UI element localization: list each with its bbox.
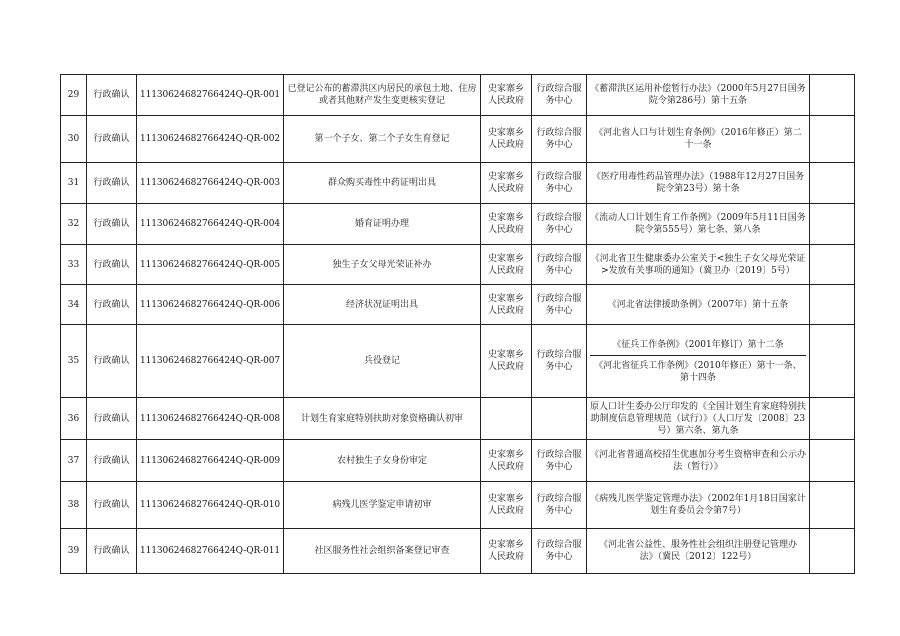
implementing-body-cell: 史家寨乡人民政府 — [480, 116, 531, 163]
remarks-cell — [809, 285, 854, 325]
legal-basis-entry: 《病残儿医学鉴定管理办法》（2002年1月18日国家计划生育委员会令第7号） — [590, 494, 806, 516]
implementing-body-cell: 史家寨乡人民政府 — [480, 204, 531, 245]
item-type-cell: 行政确认 — [87, 398, 137, 440]
row-number-cell: 36 — [61, 398, 87, 440]
item-code-cell: 11130624682766424Q-QR-006 — [137, 285, 284, 325]
implementing-body-cell: 史家寨乡人民政府 — [480, 245, 531, 285]
remarks-cell — [809, 482, 854, 529]
table-body — [61, 75, 855, 574]
document-table-container — [60, 74, 855, 574]
item-name-cell: 已登记公布的蓄滞洪区内居民的承包土地、住房或者其他财产发生变更核实登记 — [283, 75, 480, 116]
implementing-body-cell: 史家寨乡人民政府 — [480, 325, 531, 398]
row-number-cell: 38 — [61, 482, 87, 529]
legal-basis-cell — [586, 245, 809, 285]
implementing-body-cell: 史家寨乡人民政府 — [480, 482, 531, 529]
handling-unit-cell: 行政综合服务中心 — [531, 75, 586, 116]
legal-basis-entry: 原人口计生委办公厅印发的《全国计划生育家庭特别扶助制度信息管理规范（试行）》（人口厅发〔2008〕23号）第六条、第九条 — [589, 401, 806, 436]
legal-basis-cell — [586, 482, 809, 529]
item-name-cell: 农村独生子女身份审定 — [283, 440, 480, 482]
item-name-cell: 第一个子女、第二个子女生育登记 — [283, 116, 480, 163]
table-row — [61, 204, 855, 245]
table-row — [61, 163, 855, 204]
item-code-cell: 11130624682766424Q-QR-005 — [137, 245, 284, 285]
item-name-cell: 独生子女父母光荣证补办 — [283, 245, 480, 285]
handling-unit-cell: 行政综合服务中心 — [531, 163, 586, 204]
item-code-cell: 11130624682766424Q-QR-011 — [137, 529, 284, 574]
handling-unit-cell: 行政综合服务中心 — [531, 116, 586, 163]
item-code-cell: 11130624682766424Q-QR-007 — [137, 325, 284, 398]
legal-basis-cell — [586, 529, 809, 574]
legal-basis-entry: 《河北省人口与计划生育条例》（2016年修正）第二十一条 — [594, 128, 802, 150]
remarks-cell — [809, 398, 854, 440]
legal-basis-entry: 《河北省征兵工作条例》（2010年修正）第十一条、第十四条 — [590, 355, 806, 388]
remarks-cell — [809, 163, 854, 204]
item-code-cell: 11130624682766424Q-QR-009 — [137, 440, 284, 482]
handling-unit-cell: 行政综合服务中心 — [531, 482, 586, 529]
implementing-body-cell — [480, 398, 531, 440]
row-number-cell: 34 — [61, 285, 87, 325]
implementing-body-cell: 史家寨乡人民政府 — [480, 440, 531, 482]
handling-unit-cell — [531, 398, 586, 440]
legal-basis-cell — [586, 75, 809, 116]
item-code-cell: 11130624682766424Q-QR-004 — [137, 204, 284, 245]
row-number-cell: 31 — [61, 163, 87, 204]
administrative-confirmation-table — [60, 74, 855, 574]
legal-basis-entry: 《医疗用毒性药品管理办法》（1988年12月27日国务院令第23号）第十条 — [591, 172, 805, 194]
legal-basis-cell — [586, 116, 809, 163]
handling-unit-cell: 行政综合服务中心 — [531, 285, 586, 325]
item-name-cell: 经济状况证明出具 — [283, 285, 480, 325]
table-row — [61, 398, 855, 440]
implementing-body-cell: 史家寨乡人民政府 — [480, 163, 531, 204]
remarks-cell — [809, 245, 854, 285]
item-name-cell: 兵役登记 — [283, 325, 480, 398]
table-row — [61, 116, 855, 163]
item-type-cell: 行政确认 — [87, 285, 137, 325]
item-type-cell: 行政确认 — [87, 204, 137, 245]
row-number-cell: 35 — [61, 325, 87, 398]
item-type-cell: 行政确认 — [87, 163, 137, 204]
remarks-cell — [809, 116, 854, 163]
legal-basis-cell — [586, 204, 809, 245]
remarks-cell — [809, 440, 854, 482]
implementing-body-cell: 史家寨乡人民政府 — [480, 529, 531, 574]
legal-basis-entry: 《蓄滞洪区运用补偿暂行办法》（2000年5月27日国务院令第286号）第十五条 — [590, 84, 806, 106]
row-number-cell: 33 — [61, 245, 87, 285]
legal-basis-entry: 《流动人口计划生育工作条例》（2009年5月11日国务院令第555号）第七条、第八条 — [590, 213, 806, 235]
legal-basis-cell — [586, 440, 809, 482]
table-row — [61, 529, 855, 574]
legal-basis-cell — [586, 285, 809, 325]
handling-unit-cell: 行政综合服务中心 — [531, 245, 586, 285]
row-number-cell: 32 — [61, 204, 87, 245]
legal-basis-entry: 《河北省卫生健康委办公室关于<独生子女父母光荣证>发放有关事项的通知》（冀卫办〔2019〕5号） — [590, 253, 806, 276]
item-type-cell: 行政确认 — [87, 245, 137, 285]
legal-basis-entry: 《河北省法律援助条例》（2007年）第十五条 — [607, 299, 789, 310]
remarks-cell — [809, 325, 854, 398]
row-number-cell: 29 — [61, 75, 87, 116]
item-type-cell: 行政确认 — [87, 529, 137, 574]
remarks-cell — [809, 529, 854, 574]
handling-unit-cell: 行政综合服务中心 — [531, 529, 586, 574]
legal-basis-cell — [586, 398, 809, 440]
item-name-cell: 病残儿医学鉴定申请初审 — [283, 482, 480, 529]
table-row — [61, 482, 855, 529]
item-code-cell: 11130624682766424Q-QR-010 — [137, 482, 284, 529]
legal-basis-entry: 《河北省普通高校招生优惠加分考生资格审查和公示办法（暂行）》 — [589, 449, 806, 472]
table-row — [61, 285, 855, 325]
item-code-cell: 11130624682766424Q-QR-003 — [137, 163, 284, 204]
legal-basis-cell — [586, 163, 809, 204]
row-number-cell: 30 — [61, 116, 87, 163]
row-number-cell: 39 — [61, 529, 87, 574]
handling-unit-cell: 行政综合服务中心 — [531, 440, 586, 482]
legal-basis-entry: 《征兵工作条例》（2001年修订）第十二条 — [612, 339, 784, 350]
legal-basis-cell — [586, 325, 809, 398]
implementing-body-cell: 史家寨乡人民政府 — [480, 285, 531, 325]
table-row — [61, 440, 855, 482]
remarks-cell — [809, 75, 854, 116]
legal-basis-entry: 《河北省公益性、服务性社会组织注册登记管理办法》（冀民〔2012〕122号） — [598, 540, 797, 562]
remarks-cell — [809, 204, 854, 245]
item-type-cell: 行政确认 — [87, 482, 137, 529]
item-type-cell: 行政确认 — [87, 116, 137, 163]
implementing-body-cell: 史家寨乡人民政府 — [480, 75, 531, 116]
item-type-cell: 行政确认 — [87, 75, 137, 116]
handling-unit-cell: 行政综合服务中心 — [531, 325, 586, 398]
item-type-cell: 行政确认 — [87, 440, 137, 482]
handling-unit-cell: 行政综合服务中心 — [531, 204, 586, 245]
item-code-cell: 11130624682766424Q-QR-002 — [137, 116, 284, 163]
item-code-cell: 11130624682766424Q-QR-001 — [137, 75, 284, 116]
table-row — [61, 245, 855, 285]
row-number-cell: 37 — [61, 440, 87, 482]
item-name-cell: 社区服务性社会组织备案登记审查 — [283, 529, 480, 574]
table-row — [61, 75, 855, 116]
item-name-cell: 群众购买毒性中药证明出具 — [283, 163, 480, 204]
item-name-cell: 婚育证明办理 — [283, 204, 480, 245]
item-code-cell: 11130624682766424Q-QR-008 — [137, 398, 284, 440]
table-row — [61, 325, 855, 398]
item-type-cell: 行政确认 — [87, 325, 137, 398]
item-name-cell: 计划生育家庭特别扶助对象资格确认初审 — [283, 398, 480, 440]
